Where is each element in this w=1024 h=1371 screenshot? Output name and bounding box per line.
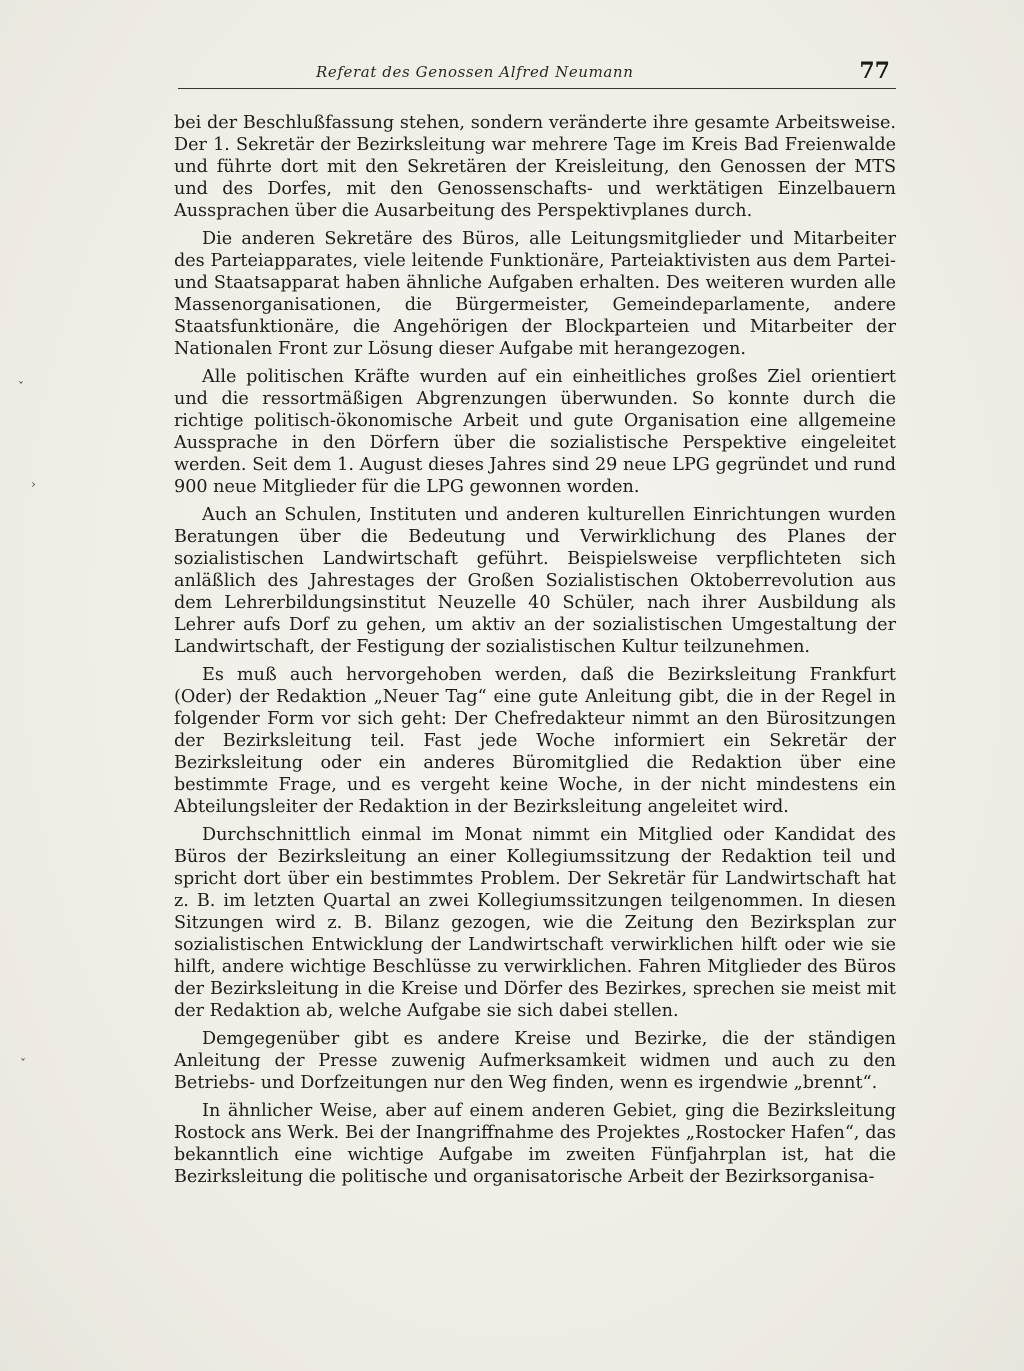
paragraph-2: Die anderen Sekretäre des Büros, alle Leitungsmitglieder und Mitarbeiter des Parteiapparates, viele leitende Funktionäre, Parteiaktivisten aus dem Partei- und Staatsapparat haben ähnliche Aufgaben erhalten. Des weiteren wurden alle Massenorganisationen, die Bürgermeister, Gemeindeparlamente, andere Staatsfunktionäre, die Angehörigen der Blockparteien und Mitarbeiter der Nationalen Front zur Lösung dieser Aufgabe mit herangezogen. xyxy=(174,229,896,359)
paragraph-4: Auch an Schulen, Instituten und anderen kulturellen Einrichtungen wurden Beratungen über die Bedeutung und Verwirklichung des Planes der sozialistischen Landwirtschaft geführt. Beispielsweise verpflichteten sich anläßlich des Jahrestages der Großen Sozialistischen Oktoberrevolution aus dem Lehrerbildungsinstitut Neuzelle 40 Schüler, nach ihrer Ausbildung als Lehrer aufs Dorf zu gehen, um aktiv an der sozialistischen Umgestaltung der Landwirtschaft, der Festigung der sozialistischen Kultur teilzunehmen. xyxy=(174,505,896,657)
body-text xyxy=(174,112,896,1194)
running-title: Referat des Genossen Alfred Neumann xyxy=(316,63,634,81)
paragraph-1: bei der Beschlußfassung stehen, sondern veränderte ihre gesamte Arbeitsweise. Der 1. Sekretär der Bezirksleitung war mehrere Tage im Kreis Bad Freienwalde und führte dort mit den Sekretären der Kreisleitung, den Genossen der MTS und des Dorfes, mit den Genossenschafts- und werktätigen Einzelbauern Aussprachen über die Ausarbeitung des Perspektivplanes durch. xyxy=(174,113,896,221)
paragraph-7: Demgegenüber gibt es andere Kreise und Bezirke, die der ständigen Anleitung der Presse zuwenig Aufmerksamkeit widmen und auch zu den Betriebs- und Dorfzeitungen nur den Weg finden, wenn es irgendwie „brennt“. xyxy=(174,1029,896,1093)
paragraph-5: Es muß auch hervorgehoben werden, daß die Bezirksleitung Frankfurt (Oder) der Redaktion „Neuer Tag“ eine gute Anleitung gibt, die in der Regel in folgender Form vor sich geht: Der Chefredakteur nimmt an den Bürositzungen der Bezirksleitung teil. Fast jede Woche informiert ein Sekretär der Bezirksleitung oder ein anderes Büromitglied die Redaktion über eine bestimmte Frage, und es vergeht keine Woche, in der nicht mindestens ein Abteilungsleiter der Redaktion in der Bezirksleitung angeleitet wird. xyxy=(174,665,896,817)
margin-tick-mark: ˇ xyxy=(20,1057,26,1071)
margin-tick-mark: ˇ xyxy=(18,380,24,394)
page-number: 77 xyxy=(859,58,890,84)
paragraph-8: In ähnlicher Weise, aber auf einem anderen Gebiet, ging die Bezirksleitung Rostock ans Werk. Bei der Inangriffnahme des Projektes „Rostocker Hafen“, das bekanntlich eine wichtige Aufgabe im zweiten Fünfjahrplan ist, hat die Bezirksleitung die politische und organisatorische Arbeit der Bezirksorganisa- xyxy=(174,1101,896,1187)
paragraph-3: Alle politischen Kräfte wurden auf ein einheitliches großes Ziel orientiert und die ressortmäßigen Abgrenzungen überwunden. So konnte durch die richtige politisch-ökonomische Arbeit und gute Organisation eine allgemeine Aussprache in den Dörfern über die sozialistische Perspektive eingeleitet werden. Seit dem 1. August dieses Jahres sind 29 neue LPG gegründet und rund 900 neue Mitglieder für die LPG gewonnen worden. xyxy=(174,367,896,497)
margin-dot-mark: › xyxy=(31,477,36,491)
paragraph-6: Durchschnittlich einmal im Monat nimmt ein Mitglied oder Kandidat des Büros der Bezirksleitung an einer Kollegiumssitzung der Redaktion teil und spricht dort über ein bestimmtes Problem. Der Sekretär für Landwirtschaft hat z. B. im letzten Quartal an zwei Kollegiumssitzungen teilgenommen. In diesen Sitzungen wird z. B. Bilanz gezogen, wie die Zeitung den Bezirksplan zur sozialistischen Entwicklung der Landwirtschaft verwirklichen hilft oder wie sie hilft, andere wichtige Beschlüsse zu verwirklichen. Fahren Mitglieder des Büros der Bezirksleitung in die Kreise und Dörfer des Bezirkes, sprechen sie meist mit der Redaktion ab, welche Aufgabe sie sich dabei stellen. xyxy=(174,825,896,1021)
running-header xyxy=(178,58,896,89)
